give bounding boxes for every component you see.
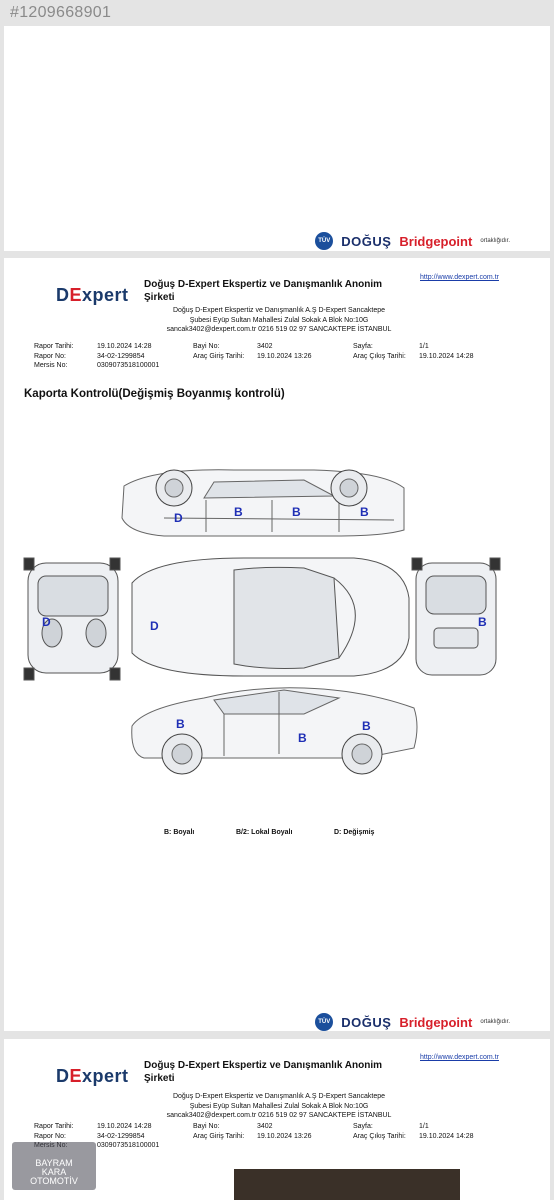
mark-top-rear-door-2: B [292, 505, 301, 519]
meta-labels-left: Rapor Tarihi: Rapor No: Mersis No: [34, 343, 74, 369]
dealer-watermark: BAYRAM KARA OTOMOTİV [12, 1142, 96, 1190]
listing-id: #1209668901 [10, 4, 112, 21]
car-body-diagram [4, 458, 550, 788]
car-front-view [24, 558, 120, 680]
legend-local-painted: B/2: Lokal Boyalı [236, 829, 293, 836]
partner-logos [315, 232, 510, 250]
bridgepoint-logo: Bridgepoint [399, 1014, 473, 1030]
company-name: Doğuş D-Expert Ekspertiz ve Danışmanlık Anonim Şirketi [144, 279, 383, 303]
legend-painted: B: Boyalı [164, 829, 195, 836]
tuv-icon: TÜV [315, 232, 333, 250]
mark-side-front-fender: B [176, 717, 185, 731]
mark-hood: D [150, 619, 159, 633]
meta-labels-mid: Bayi No: Araç Giriş Tarihi: [193, 1123, 245, 1140]
mark-front: D [42, 615, 51, 629]
meta-values-mid: 3402 19.10.2024 13:26 [257, 1123, 312, 1140]
branch-address: Doğuş D-Expert Ekspertiz ve Danışmanlık A.Ş D-Expert Sancaktepe Şubesi Eyüp Sultan Mahallesi Zulal Sokak A Blok No:10G sancak3402@dexpert.com.tr 0216 519 02 97 SANCAKTEPE İSTANBUL [166, 307, 392, 333]
mark-side-rear-fender: B [362, 719, 371, 733]
report-page [4, 258, 550, 1031]
mark-top-rear-door: B [234, 505, 243, 519]
bridgepoint-logo: Bridgepoint [399, 233, 473, 249]
meta-values-right: 1/1 19.10.2024 14:28 [419, 1123, 474, 1140]
meta-values-left: 19.10.2024 14:28 34-02-1299854 0309073518100001 [97, 1123, 160, 1149]
dexpert-logo: DExpert [56, 1066, 129, 1086]
partner-text: ortaklığıdır. [480, 238, 510, 244]
meta-values-mid: 3402 19.10.2024 13:26 [257, 343, 312, 360]
meta-labels-mid: Bayi No: Araç Giriş Tarihi: [193, 343, 245, 360]
meta-labels-right: Sayfa: Araç Çıkış Tarihi: [353, 343, 406, 360]
company-url-link[interactable]: http://www.dexpert.com.tr [420, 274, 499, 281]
company-name: Doğuş D-Expert Ekspertiz ve Danışmanlık Anonim Şirketi [144, 1060, 383, 1084]
meta-values-right: 1/1 19.10.2024 14:28 [419, 343, 474, 360]
legend-replaced: D: Değişmiş [334, 829, 375, 836]
report-page-blank [4, 26, 550, 251]
company-url-link[interactable]: http://www.dexpert.com.tr [420, 1054, 499, 1061]
partner-text: ortaklığıdır. [480, 1019, 510, 1025]
meta-labels-left: Rapor Tarihi: Rapor No: [34, 1123, 74, 1140]
mark-top-rear-fender: B [360, 505, 369, 519]
partner-logos [315, 1013, 510, 1031]
tuv-icon: TÜV [315, 1013, 333, 1031]
dogus-logo: DOĞUŞ [341, 1014, 392, 1030]
dexpert-logo: DExpert [56, 285, 129, 305]
mark-side-rear-door: B [298, 731, 307, 745]
mark-rear: B [478, 615, 487, 629]
car-top-upper [122, 470, 404, 536]
mark-top-front-door: D [174, 511, 183, 525]
photo-strip [234, 1169, 460, 1200]
section-title: Kaporta Kontrolü(Değişmiş Boyanmış kontrolü) [24, 388, 285, 400]
car-rear-view [412, 558, 500, 675]
meta-labels-right: Sayfa: Araç Çıkış Tarihi: [353, 1123, 406, 1140]
branch-address: Doğuş D-Expert Ekspertiz ve Danışmanlık A.Ş D-Expert Sancaktepe Şubesi Eyüp Sultan Mahallesi Zulal Sokak A Blok No:10G sancak3402@dexpert.com.tr 0216 519 02 97 SANCAKTEPE İSTANBUL [166, 1093, 392, 1119]
car-side-lower [132, 688, 417, 774]
meta-values-left: 19.10.2024 14:28 34-02-1299854 0309073518100001 [97, 343, 160, 369]
car-top-center [132, 558, 409, 676]
dogus-logo: DOĞUŞ [341, 233, 392, 249]
